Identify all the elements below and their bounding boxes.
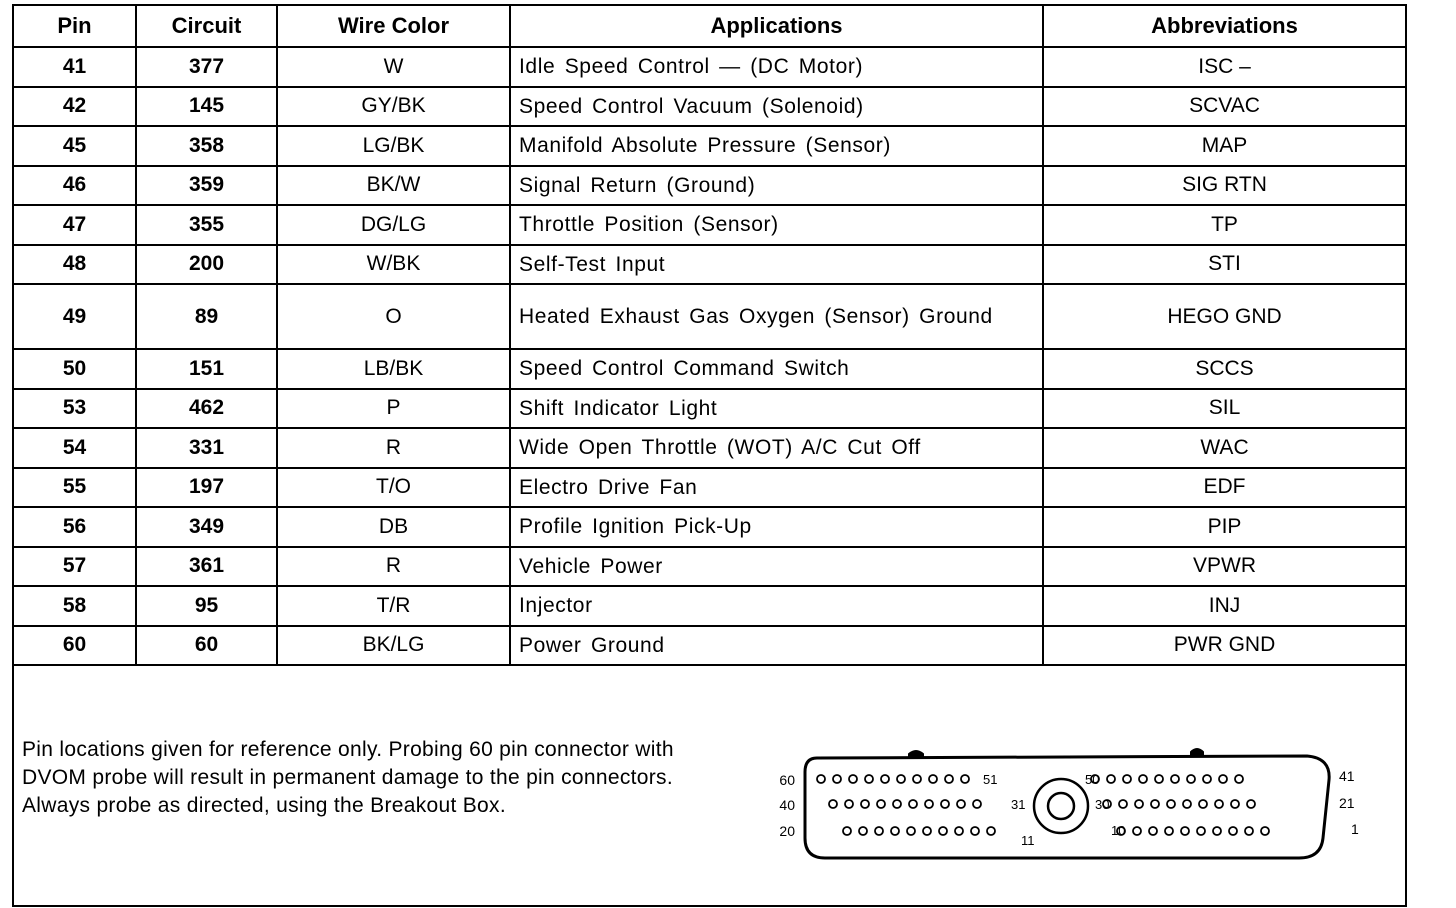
connector-pin [891,827,899,835]
cell-abbreviation: SCCS [1043,349,1405,389]
cell-abbreviation: VPWR [1043,547,1405,587]
table-row [14,284,1405,349]
cell-circuit: 349 [136,507,277,547]
connector-pin [843,827,851,835]
table-row [14,626,1405,666]
connector-pin [1167,800,1175,808]
cell-circuit: 197 [136,468,277,508]
cell-wire-color: R [277,547,510,587]
connector-pin [849,775,857,783]
cell-circuit: 60 [136,626,277,666]
header-wire-color: Wire Color [277,6,510,47]
pin-label-60: 60 [779,772,795,788]
cell-circuit: 95 [136,586,277,626]
connector-pin [1235,775,1243,783]
connector-pin [1183,800,1191,808]
pin-label-31: 31 [1011,797,1026,812]
pin-label-41: 41 [1339,768,1355,784]
cell-abbreviation: PIP [1043,507,1405,547]
connector-pin [1261,827,1269,835]
cell-abbreviation: MAP [1043,126,1405,166]
cell-wire-color: P [277,389,510,429]
cell-application: Wide Open Throttle (WOT) A/C Cut Off [510,428,1043,468]
cell-wire-color: T/R [277,586,510,626]
cell-wire-color: BK/W [277,166,510,206]
table-row [14,428,1405,468]
connector-pin [1165,827,1173,835]
connector-pin [1151,800,1159,808]
pin-label-1: 1 [1351,821,1359,837]
connector-pin [1203,775,1211,783]
connector-pin [1149,827,1157,835]
connector-pin [945,775,953,783]
connector-pin [939,827,947,835]
cell-pin: 41 [14,47,136,87]
cell-wire-color: O [277,284,510,349]
connector-pin [955,827,963,835]
cell-circuit: 89 [136,284,277,349]
connector-key [909,751,923,758]
connector-pin [1245,827,1253,835]
cell-abbreviation: HEGO GND [1043,284,1405,349]
reference-sheet [12,4,1407,907]
pin-label-10: 10 [1111,823,1126,838]
connector-pin [925,800,933,808]
pin-label-21: 21 [1339,795,1355,811]
connector-pin [881,775,889,783]
cell-application: Speed Control Command Switch [510,349,1043,389]
cell-pin: 48 [14,245,136,285]
cell-wire-color: DB [277,507,510,547]
pin-label-30: 30 [1095,797,1110,812]
cell-pin: 54 [14,428,136,468]
center-bolt [1048,793,1074,819]
cell-application: Speed Control Vacuum (Solenoid) [510,87,1043,127]
connector-pin [875,827,883,835]
connector-pin [1187,775,1195,783]
table-row [14,349,1405,389]
connector-pin [877,800,885,808]
cell-wire-color: BK/LG [277,626,510,666]
cell-pin: 53 [14,389,136,429]
cell-abbreviation: TP [1043,205,1405,245]
connector-pin [1213,827,1221,835]
connector-pin [1139,775,1147,783]
cell-pin: 58 [14,586,136,626]
connector-pin [941,800,949,808]
connector-pin [961,775,969,783]
cell-circuit: 462 [136,389,277,429]
pin-label-20: 20 [779,823,795,839]
pin-label-50: 50 [1085,772,1100,787]
pin-label-51: 51 [983,772,998,787]
probing-warning-note: Pin locations given for reference only. Probing 60 pin connector with DVOM probe will result in permanent damage to the pin connectors. Always probe as directed, using the Breakout Box. [22,738,674,817]
cell-abbreviation: INJ [1043,586,1405,626]
connector-pin [817,775,825,783]
cell-abbreviation: STI [1043,245,1405,285]
table-row [14,245,1405,285]
cell-wire-color: DG/LG [277,205,510,245]
connector-pin [1181,827,1189,835]
cell-abbreviation: SIG RTN [1043,166,1405,206]
connector-pin [1171,775,1179,783]
cell-wire-color: W/BK [277,245,510,285]
table-row [14,166,1405,206]
cell-application: Injector [510,586,1043,626]
connector-pin [907,827,915,835]
connector-pin [913,775,921,783]
cell-application: Vehicle Power [510,547,1043,587]
cell-circuit: 377 [136,47,277,87]
cell-circuit: 359 [136,166,277,206]
connector-pin [1197,827,1205,835]
cell-application: Self-Test Input [510,245,1043,285]
connector-pin [1155,775,1163,783]
cell-pin: 50 [14,349,136,389]
connector-pin [973,800,981,808]
cell-abbreviation: ISC – [1043,47,1405,87]
connector-pin [987,827,995,835]
connector-pin [1229,827,1237,835]
header-applications: Applications [510,6,1043,47]
cell-application: Profile Ignition Pick-Up [510,507,1043,547]
pin-table [14,6,1405,666]
connector-pin [923,827,931,835]
cell-pin: 57 [14,547,136,587]
center-bolt-ring [1034,779,1088,833]
table-row [14,389,1405,429]
cell-application: Power Ground [510,626,1043,666]
cell-application: Idle Speed Control — (DC Motor) [510,47,1043,87]
cell-circuit: 145 [136,87,277,127]
cell-application: Signal Return (Ground) [510,166,1043,206]
cell-wire-color: LB/BK [277,349,510,389]
cell-circuit: 151 [136,349,277,389]
header-circuit: Circuit [136,6,277,47]
cell-application: Heated Exhaust Gas Oxygen (Sensor) Ground [510,284,1043,349]
cell-pin: 46 [14,166,136,206]
cell-circuit: 355 [136,205,277,245]
cell-circuit: 200 [136,245,277,285]
cell-circuit: 358 [136,126,277,166]
cell-pin: 45 [14,126,136,166]
connector-pin [897,775,905,783]
connector-pin [861,800,869,808]
table-row [14,547,1405,587]
cell-pin: 42 [14,87,136,127]
table-row [14,205,1405,245]
connector-pin [829,800,837,808]
connector-pin-diagram [759,738,1369,868]
cell-wire-color: GY/BK [277,87,510,127]
connector-pin [859,827,867,835]
cell-wire-color: LG/BK [277,126,510,166]
cell-application: Throttle Position (Sensor) [510,205,1043,245]
cell-pin: 60 [14,626,136,666]
cell-application: Shift Indicator Light [510,389,1043,429]
cell-abbreviation: SIL [1043,389,1405,429]
connector-pin [1215,800,1223,808]
connector-pin [893,800,901,808]
connector-pin [1199,800,1207,808]
connector-pin [833,775,841,783]
pin-label-40: 40 [779,797,795,813]
cell-application: Manifold Absolute Pressure (Sensor) [510,126,1043,166]
connector-pin [1231,800,1239,808]
cell-abbreviation: EDF [1043,468,1405,508]
cell-wire-color: T/O [277,468,510,508]
header-abbreviations: Abbreviations [1043,6,1405,47]
cell-pin: 55 [14,468,136,508]
connector-pin [1247,800,1255,808]
connector-pin [1119,800,1127,808]
connector-pin [909,800,917,808]
connector-pin [971,827,979,835]
cell-application: Electro Drive Fan [510,468,1043,508]
cell-pin: 49 [14,284,136,349]
header-pin: Pin [14,6,136,47]
connector-pin [929,775,937,783]
connector-key [1191,749,1203,756]
table-row [14,87,1405,127]
connector-pin [865,775,873,783]
connector-pin [957,800,965,808]
connector-pin [1123,775,1131,783]
cell-circuit: 331 [136,428,277,468]
table-row [14,507,1405,547]
cell-pin: 56 [14,507,136,547]
table-row [14,468,1405,508]
connector-pin [1133,827,1141,835]
cell-abbreviation: PWR GND [1043,626,1405,666]
table-row [14,126,1405,166]
cell-circuit: 361 [136,547,277,587]
cell-pin: 47 [14,205,136,245]
connector-pin [1219,775,1227,783]
connector-pin [1107,775,1115,783]
table-header-row [14,6,1405,47]
pin-label-11: 11 [1021,833,1035,848]
table-row [14,47,1405,87]
cell-abbreviation: SCVAC [1043,87,1405,127]
table-row [14,586,1405,626]
cell-wire-color: R [277,428,510,468]
cell-abbreviation: WAC [1043,428,1405,468]
cell-wire-color: W [277,47,510,87]
connector-pin [845,800,853,808]
connector-pin [1135,800,1143,808]
table-body [14,47,1405,665]
